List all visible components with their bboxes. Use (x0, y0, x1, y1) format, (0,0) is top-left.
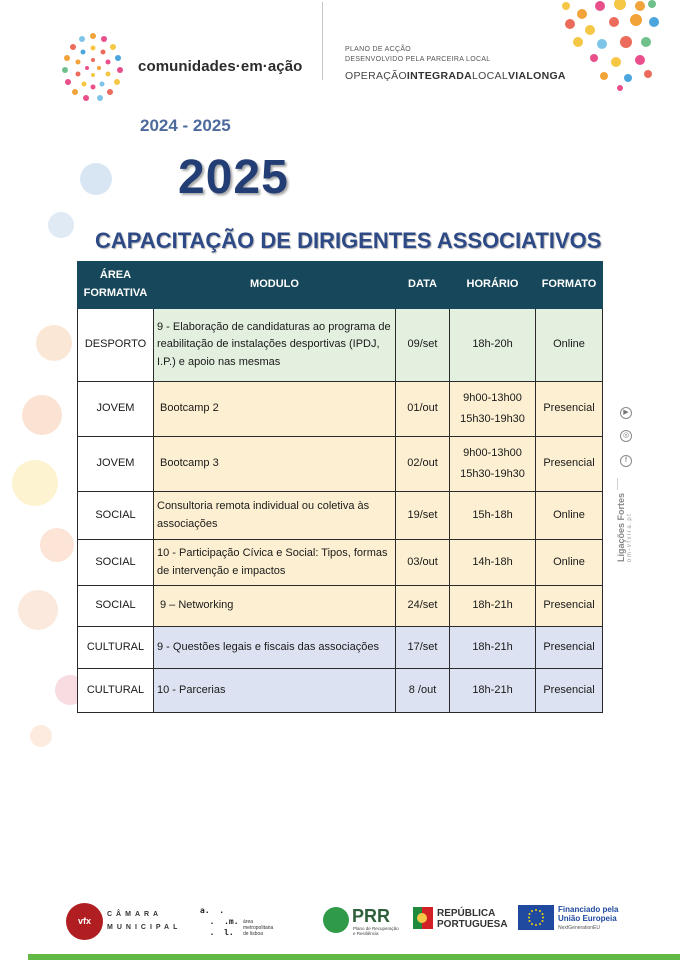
aml-logo-marks: a. . . .m. . l. (200, 906, 239, 937)
table-row (78, 309, 603, 382)
cell-formato: Online (536, 492, 603, 540)
decor-bubble (48, 212, 74, 238)
cell-area: DESPORTO (78, 309, 154, 382)
table-row (78, 669, 603, 713)
decor-bubble (18, 590, 58, 630)
schedule-table (77, 261, 603, 713)
cell-area: JOVEM (78, 382, 154, 437)
eu-nextgen-text: NextGenerationEU (558, 925, 600, 931)
table-row (78, 382, 603, 437)
decor-bubble (22, 395, 62, 435)
side-slogan: Ligações Fortes (616, 492, 626, 562)
cell-modulo: Consultoria remota individual ou coletiva às associações (154, 492, 396, 540)
cell-modulo: 9 - Elaboração de candidaturas ao programa de reabilitação de instalações desportivas (IPDJ, I.P.) e apoio nas mesmas (154, 309, 396, 382)
cell-formato: Presencial (536, 627, 603, 669)
year-heading: 2025 (178, 151, 289, 204)
cell-area: CULTURAL (78, 627, 154, 669)
table-row (78, 627, 603, 669)
decor-bubble (12, 460, 58, 506)
cell-modulo: Bootcamp 3 (154, 437, 396, 492)
col-header-modulo: MODULO (154, 262, 396, 309)
cell-horario: 15h-18h (450, 492, 536, 540)
decor-dots-icon (556, 0, 680, 92)
header-divider (322, 2, 323, 80)
cell-horario: 18h-21h (450, 627, 536, 669)
table-row (78, 437, 603, 492)
plan-line-2: DESENVOLVIDO PELA PARCEIRA LOCAL (345, 56, 491, 63)
col-header-formato: FORMATO (536, 262, 603, 309)
camara-logo: vfx (66, 903, 103, 940)
camara-line-2: MUNICIPAL (107, 924, 182, 931)
decor-bubble (36, 325, 72, 361)
camara-line-1: CÂMARA (107, 911, 163, 918)
cell-formato: Online (536, 540, 603, 586)
col-header-data: DATA (396, 262, 450, 309)
cell-modulo: 9 - Questões legais e fiscais das associações (154, 627, 396, 669)
plan-line-1: PLANO DE ACÇÃO (345, 46, 412, 53)
cell-horario: 9h00-13h00 15h30-19h30 (450, 437, 536, 492)
prr-logo-text: PRR (352, 906, 391, 926)
col-header-horario: HORÁRIO (450, 262, 536, 309)
cell-horario: 18h-20h (450, 309, 536, 382)
cell-area: CULTURAL (78, 669, 154, 713)
eu-funding-text: Financiado pela União Europeia (558, 905, 619, 923)
cell-horario: 14h-18h (450, 540, 536, 586)
cell-modulo: Bootcamp 2 (154, 382, 396, 437)
cell-formato: Presencial (536, 586, 603, 627)
cell-data: 17/set (396, 627, 450, 669)
instagram-icon[interactable]: ◎ (620, 430, 632, 442)
cell-area: JOVEM (78, 437, 154, 492)
comunidades-logo-icon (58, 30, 128, 106)
republica-emblem-icon (413, 907, 433, 929)
years-subtitle: 2024 - 2025 (140, 116, 231, 135)
decor-bubble (40, 528, 74, 562)
republica-text: REPÚBLICA PORTUGUESA (437, 908, 508, 930)
cell-modulo: 10 - Parcerias (154, 669, 396, 713)
cell-formato: Online (536, 309, 603, 382)
table-header-row (78, 262, 603, 309)
cell-area: SOCIAL (78, 586, 154, 627)
eu-flag-icon (518, 905, 554, 930)
cell-area: SOCIAL (78, 492, 154, 540)
operation-name: OPERAÇÃOINTEGRADALOCALVIALONGA (345, 70, 566, 82)
table-row (78, 586, 603, 627)
facebook-icon[interactable]: f (620, 455, 632, 467)
cell-horario: 18h-21h (450, 586, 536, 627)
brand-name: comunidades·em·ação (138, 58, 303, 75)
cell-formato: Presencial (536, 437, 603, 492)
footer-bar (28, 954, 680, 960)
cell-formato: Presencial (536, 382, 603, 437)
decor-bubble (30, 725, 52, 747)
cell-data: 03/out (396, 540, 450, 586)
cell-data: 09/set (396, 309, 450, 382)
cell-data: 19/set (396, 492, 450, 540)
cell-data: 24/set (396, 586, 450, 627)
cell-data: 02/out (396, 437, 450, 492)
cell-modulo: 10 - Participação Cívica e Social: Tipos, formas de intervenção e impactos (154, 540, 396, 586)
col-header-area: ÁREA FORMATIVA (78, 262, 154, 309)
cell-area: SOCIAL (78, 540, 154, 586)
side-divider (617, 478, 618, 490)
table-row (78, 540, 603, 586)
table-row (78, 492, 603, 540)
cell-formato: Presencial (536, 669, 603, 713)
side-url[interactable]: om-vfxira.pt (627, 512, 633, 562)
page-title: CAPACITAÇÃO DE DIRIGENTES ASSOCIATIVOS (95, 228, 602, 253)
cell-data: 01/out (396, 382, 450, 437)
cell-data: 8 /out (396, 669, 450, 713)
prr-subtitle: Plano de Recuperação e Resiliência (353, 926, 399, 936)
prr-logo-icon (323, 907, 349, 933)
cell-horario: 18h-21h (450, 669, 536, 713)
cell-modulo: 9 – Networking (154, 586, 396, 627)
youtube-icon[interactable]: ▶ (620, 407, 632, 419)
aml-logo-text: área metropolitana de lisboa (243, 919, 274, 937)
cell-horario: 9h00-13h00 15h30-19h30 (450, 382, 536, 437)
decor-bubble (80, 163, 112, 195)
